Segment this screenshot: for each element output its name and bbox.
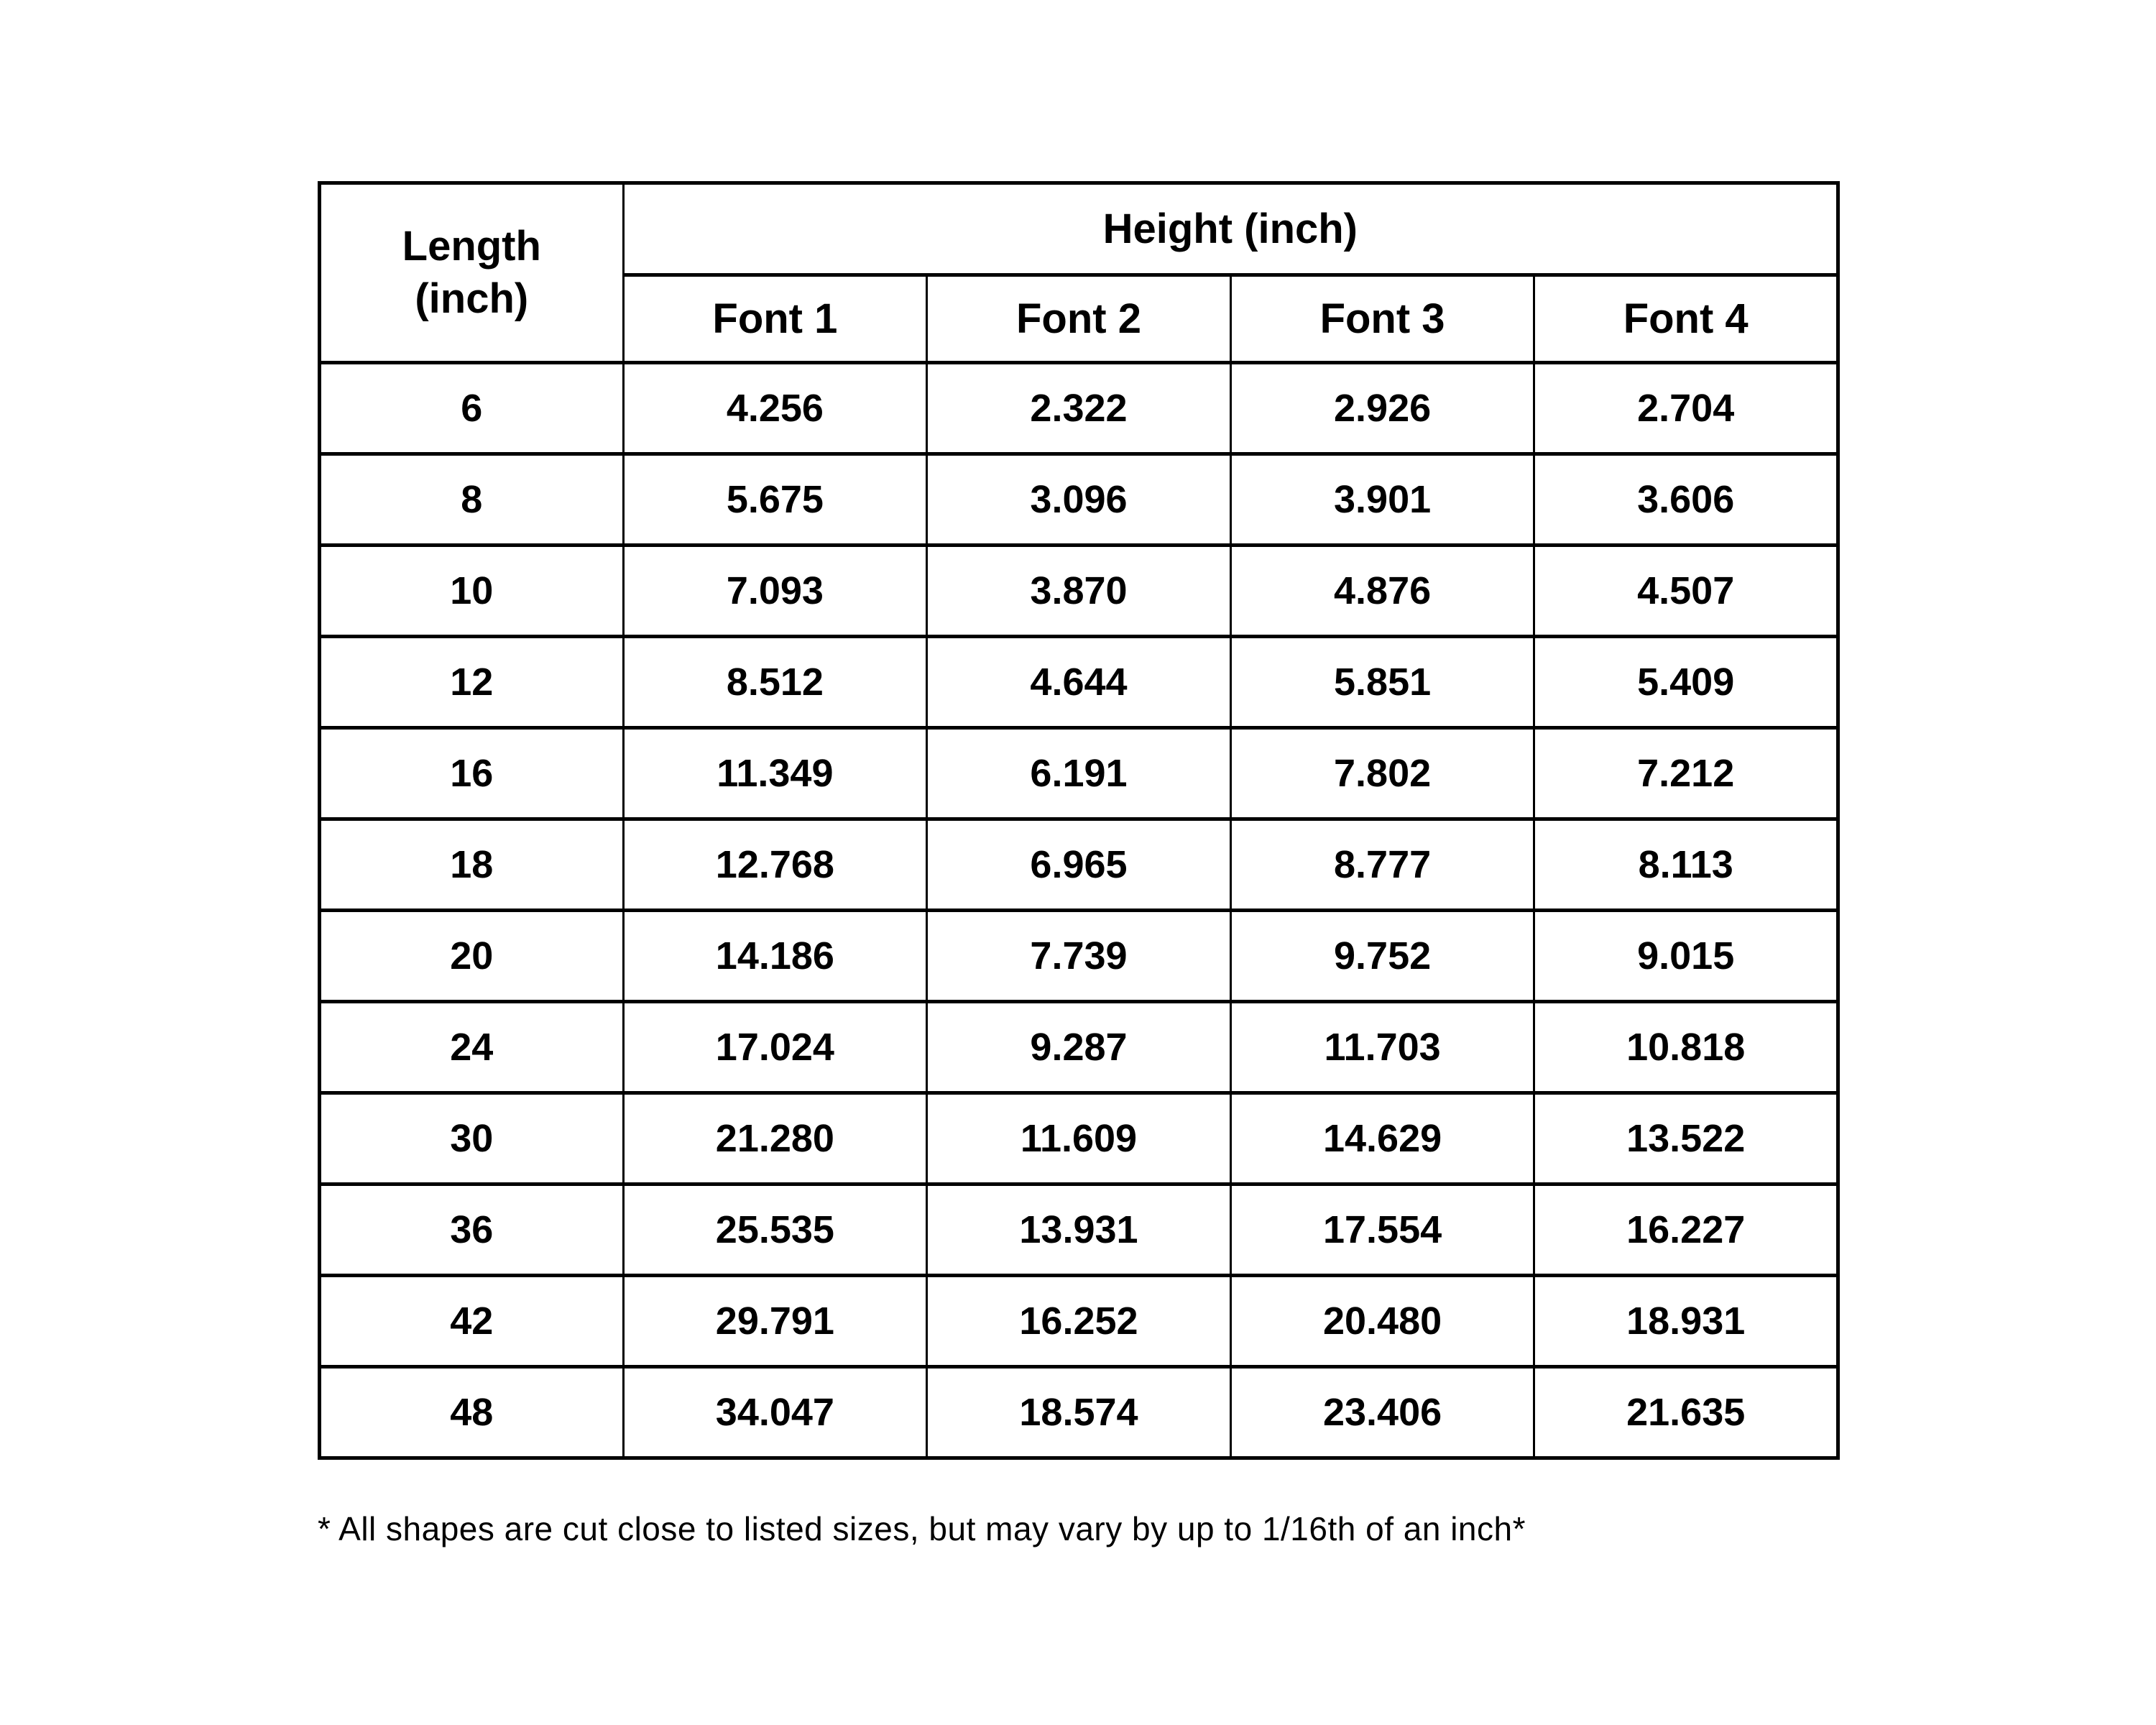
table-row xyxy=(320,911,1838,1002)
length-value-cell: 12 xyxy=(320,637,624,728)
height-value-cell: 16.227 xyxy=(1534,1184,1838,1276)
length-header-line2: (inch) xyxy=(415,275,529,322)
height-value-cell: 17.024 xyxy=(623,1002,927,1093)
table-row xyxy=(320,728,1838,819)
height-value-cell: 29.791 xyxy=(623,1276,927,1367)
height-value-cell: 8.113 xyxy=(1534,819,1838,911)
table-row xyxy=(320,637,1838,728)
length-value-cell: 30 xyxy=(320,1093,624,1184)
height-value-cell: 13.522 xyxy=(1534,1093,1838,1184)
height-value-cell: 4.256 xyxy=(623,363,927,454)
size-chart xyxy=(318,181,1840,1460)
header-row-top xyxy=(320,183,1838,275)
height-value-cell: 5.409 xyxy=(1534,637,1838,728)
height-value-cell: 5.675 xyxy=(623,454,927,546)
height-value-cell: 4.644 xyxy=(927,637,1231,728)
height-value-cell: 2.926 xyxy=(1230,363,1534,454)
height-value-cell: 9.015 xyxy=(1534,911,1838,1002)
table-row xyxy=(320,1002,1838,1093)
length-header-line1: Length xyxy=(402,223,541,270)
length-value-cell: 16 xyxy=(320,728,624,819)
height-value-cell: 3.096 xyxy=(927,454,1231,546)
height-value-cell: 3.870 xyxy=(927,546,1231,637)
font1-header-cell: Font 1 xyxy=(623,275,927,363)
height-value-cell: 9.287 xyxy=(927,1002,1231,1093)
length-value-cell: 6 xyxy=(320,363,624,454)
font4-header-cell: Font 4 xyxy=(1534,275,1838,363)
size-chart-table xyxy=(318,181,1840,1460)
height-value-cell: 7.093 xyxy=(623,546,927,637)
height-value-cell: 18.931 xyxy=(1534,1276,1838,1367)
height-value-cell: 6.965 xyxy=(927,819,1231,911)
table-row xyxy=(320,819,1838,911)
height-value-cell: 10.818 xyxy=(1534,1002,1838,1093)
height-value-cell: 20.480 xyxy=(1230,1276,1534,1367)
length-value-cell: 18 xyxy=(320,819,624,911)
table-row xyxy=(320,363,1838,454)
length-header-cell xyxy=(320,183,624,363)
height-value-cell: 13.931 xyxy=(927,1184,1231,1276)
length-value-cell: 42 xyxy=(320,1276,624,1367)
table-row xyxy=(320,1367,1838,1458)
table-row xyxy=(320,454,1838,546)
height-value-cell: 8.512 xyxy=(623,637,927,728)
height-value-cell: 16.252 xyxy=(927,1276,1231,1367)
font3-header-cell: Font 3 xyxy=(1230,275,1534,363)
font2-header-cell: Font 2 xyxy=(927,275,1231,363)
height-value-cell: 4.507 xyxy=(1534,546,1838,637)
length-value-cell: 8 xyxy=(320,454,624,546)
height-value-cell: 5.851 xyxy=(1230,637,1534,728)
height-value-cell: 2.704 xyxy=(1534,363,1838,454)
table-row xyxy=(320,546,1838,637)
height-value-cell: 25.535 xyxy=(623,1184,927,1276)
height-value-cell: 34.047 xyxy=(623,1367,927,1458)
height-value-cell: 9.752 xyxy=(1230,911,1534,1002)
height-value-cell: 8.777 xyxy=(1230,819,1534,911)
length-value-cell: 48 xyxy=(320,1367,624,1458)
height-value-cell: 7.212 xyxy=(1534,728,1838,819)
height-value-cell: 14.629 xyxy=(1230,1093,1534,1184)
length-value-cell: 10 xyxy=(320,546,624,637)
height-value-cell: 3.901 xyxy=(1230,454,1534,546)
table-row xyxy=(320,1184,1838,1276)
height-value-cell: 11.609 xyxy=(927,1093,1231,1184)
height-value-cell: 12.768 xyxy=(623,819,927,911)
height-value-cell: 11.703 xyxy=(1230,1002,1534,1093)
height-value-cell: 21.280 xyxy=(623,1093,927,1184)
length-value-cell: 24 xyxy=(320,1002,624,1093)
height-header-cell: Height (inch) xyxy=(623,183,1838,275)
height-value-cell: 7.739 xyxy=(927,911,1231,1002)
height-value-cell: 6.191 xyxy=(927,728,1231,819)
height-value-cell: 14.186 xyxy=(623,911,927,1002)
height-value-cell: 2.322 xyxy=(927,363,1231,454)
height-value-cell: 7.802 xyxy=(1230,728,1534,819)
height-value-cell: 17.554 xyxy=(1230,1184,1534,1276)
height-value-cell: 3.606 xyxy=(1534,454,1838,546)
length-value-cell: 20 xyxy=(320,911,624,1002)
height-value-cell: 23.406 xyxy=(1230,1367,1534,1458)
height-value-cell: 18.574 xyxy=(927,1367,1231,1458)
length-value-cell: 36 xyxy=(320,1184,624,1276)
height-value-cell: 11.349 xyxy=(623,728,927,819)
height-value-cell: 4.876 xyxy=(1230,546,1534,637)
height-value-cell: 21.635 xyxy=(1534,1367,1838,1458)
table-row xyxy=(320,1276,1838,1367)
table-row xyxy=(320,1093,1838,1184)
footnote-text: * All shapes are cut close to listed sizes, but may vary by up to 1/16th of an inch* xyxy=(318,1510,1526,1547)
